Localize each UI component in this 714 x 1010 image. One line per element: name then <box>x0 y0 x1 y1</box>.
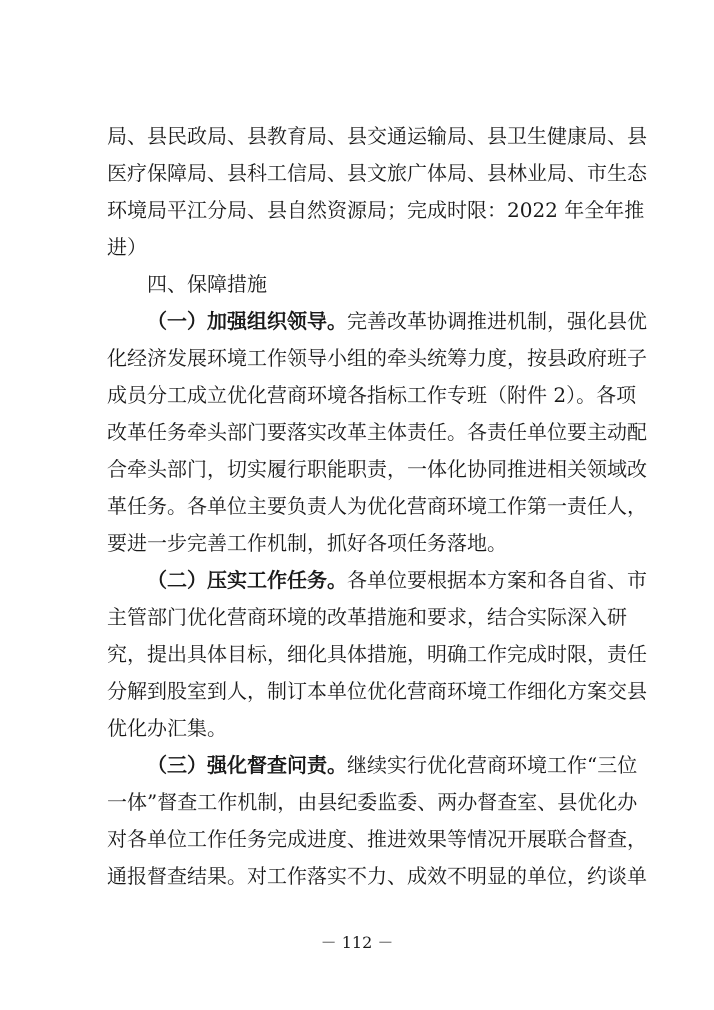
paragraph-text: 完善改革协调推进机制，强化县优 <box>347 309 647 333</box>
text-line: 究，提出具体目标，细化具体措施，明确工作完成时限，责任 <box>107 642 647 666</box>
text-line: 成员分工成立优化营商环境各指标工作专班（附件 2）。各项 <box>107 383 637 407</box>
text-line: 医疗保障局、县科工信局、县文旅广体局、县林业局、市生态 <box>107 161 647 185</box>
paragraph-title: （三）强化督查问责。 <box>147 753 347 777</box>
text-line: 革任务。各单位主要负责人为优化营商环境工作第一责任人， <box>107 494 647 518</box>
paragraph-first-line <box>107 303 647 340</box>
text-line: 进） <box>107 235 147 259</box>
text-line: 局、县民政局、县教育局、县交通运输局、县卫生健康局、县 <box>107 124 647 148</box>
text-line: 环境局平江分局、县自然资源局；完成时限：2022 年全年推 <box>107 198 645 222</box>
paragraph-title: （一）加强组织领导。 <box>147 309 347 333</box>
paragraph-text: 继续实行优化营商环境工作“三位 <box>347 753 638 777</box>
text-line: 要进一步完善工作机制，抓好各项任务落地。 <box>107 531 507 555</box>
text-line: 分解到股室到人，制订本单位优化营商环境工作细化方案交县 <box>107 679 647 703</box>
text-line: 改革任务牵头部门要落实改革主体责任。各责任单位要主动配 <box>107 420 647 444</box>
section-heading: 四、保障措施 <box>147 272 267 296</box>
text-line: 化经济发展环境工作领导小组的牵头统筹力度，按县政府班子 <box>107 346 647 370</box>
body-text <box>107 118 647 895</box>
page-number: － 112 － <box>320 933 394 952</box>
paragraph-first-line <box>107 562 647 599</box>
text-line: 一体”督查工作机制，由县纪委监委、两办督查室、县优化办 <box>107 790 638 814</box>
paragraph-title: （二）压实工作任务。 <box>147 568 347 592</box>
paragraph-first-line <box>107 747 638 784</box>
text-line: 优化办汇集。 <box>107 716 227 740</box>
text-line: 合牵头部门，切实履行职能职责，一体化协同推进相关领域改 <box>107 457 647 481</box>
text-line: 对各单位工作任务完成进度、推进效果等情况开展联合督查， <box>107 827 647 851</box>
text-line: 主管部门优化营商环境的改革措施和要求，结合实际深入研 <box>107 605 627 629</box>
paragraph-text: 各单位要根据本方案和各自省、市 <box>347 568 647 592</box>
text-line: 通报督查结果。对工作落实不力、成效不明显的单位，约谈单 <box>107 864 647 888</box>
